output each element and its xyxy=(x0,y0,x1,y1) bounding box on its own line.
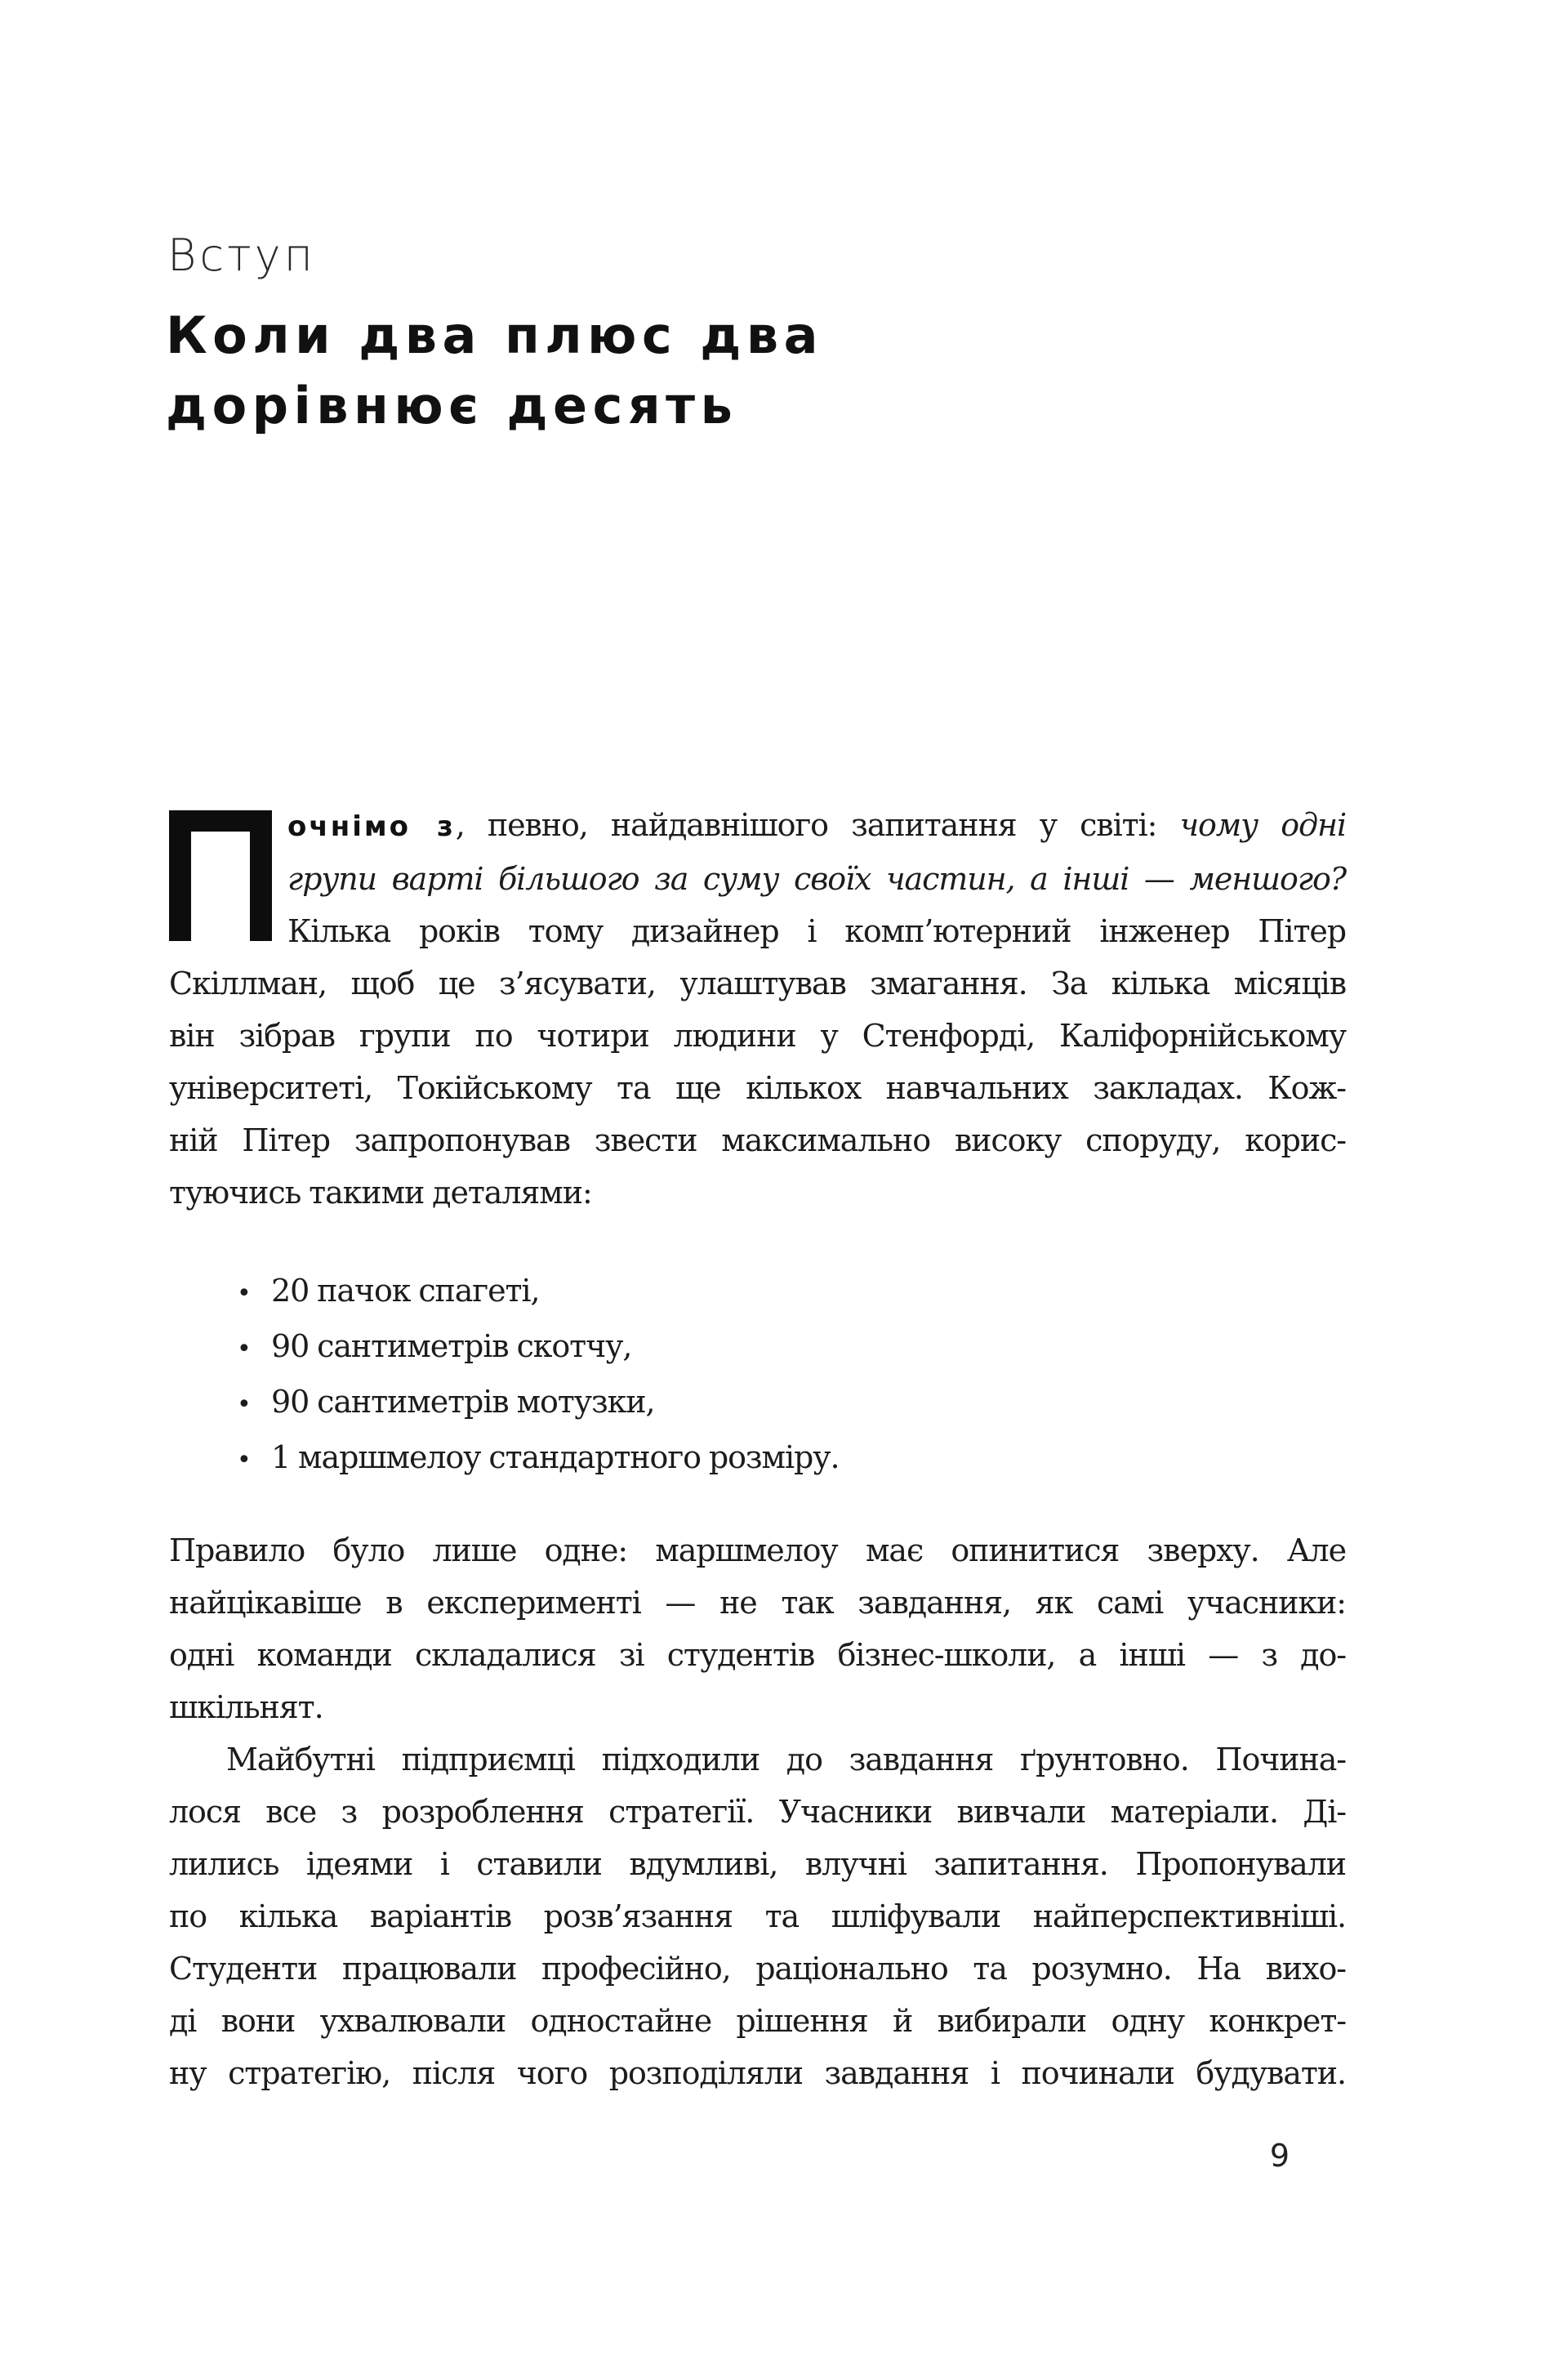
paragraph-line: Студенти працювали професійно, раціонально та розумно. На вихо- xyxy=(169,1951,1346,1987)
list-item-text: 20 пачок спагеті, xyxy=(271,1273,540,1309)
bullet-icon: • xyxy=(237,1390,251,1419)
list-item xyxy=(237,1264,1298,1320)
intro-line-7: ній Пітер запропонував звести максимально високу споруду, корис- xyxy=(169,1122,1346,1158)
paragraph-line: Майбутні підприємці підходили до завдання ґрунтовно. Почина- xyxy=(226,1742,1346,1777)
students-paragraph xyxy=(169,1733,1346,2099)
intro-line-1-italic: чому одні xyxy=(1179,807,1347,843)
bullet-icon: • xyxy=(237,1446,251,1474)
paragraph-line: ді вони ухвалювали одностайне рішення й вибирали одну конкрет- xyxy=(169,2003,1346,2039)
rule-paragraph xyxy=(169,1524,1346,1733)
chapter-title-line-2: дорівнює десять xyxy=(166,376,738,435)
list-item xyxy=(237,1320,1298,1376)
materials-list xyxy=(237,1264,1298,1487)
bullet-icon: • xyxy=(237,1335,251,1363)
intro-line-8: туючись такими деталями: xyxy=(169,1175,592,1211)
paragraph-line: лились ідеями і ставили вдумливі, влучні запитання. Пропонували xyxy=(169,1846,1346,1882)
paragraph-line: лося все з розроблення стратегії. Учасники вивчали матеріали. Ді- xyxy=(169,1794,1346,1830)
paragraph-line: найцікавіше в експерименті — не так завдання, як самі учасники: xyxy=(169,1585,1346,1621)
intro-line-3: Кілька років тому дизайнер і комп’ютерний інженер Пітер xyxy=(287,913,1346,949)
intro-line-6: університеті, Токійському та ще кількох навчальних закладах. Кож- xyxy=(169,1070,1346,1106)
list-item xyxy=(237,1431,1298,1487)
lead-in-bold: очнімо з xyxy=(287,810,456,843)
list-item-text: 1 маршмелоу стандартного розміру. xyxy=(271,1439,840,1475)
paragraph-line: шкільнят. xyxy=(169,1689,323,1725)
intro-paragraph xyxy=(169,799,1346,1219)
paragraph-line: по кілька варіантів розв’язання та шліфували найперспективніші. xyxy=(169,1898,1346,1934)
list-item-text: 90 сантиметрів мотузки, xyxy=(271,1384,655,1420)
intro-line-5: він зібрав групи по чотири людини у Стенфорді, Каліфорнійському xyxy=(169,1018,1346,1054)
intro-line-4: Скіллман, щоб це з’ясувати, улаштував змагання. За кілька місяців xyxy=(169,966,1346,1001)
chapter-title-line-1: Коли два плюс два xyxy=(166,306,823,365)
drop-cap xyxy=(169,810,272,941)
list-item xyxy=(237,1376,1298,1431)
paragraph-line: ну стратегію, після чого розподіляли завдання і починали будувати. xyxy=(169,2055,1346,2091)
chapter-title xyxy=(166,301,1227,441)
intro-line-1 xyxy=(287,799,1346,853)
drop-cap-left-stroke xyxy=(169,810,191,941)
bullet-icon: • xyxy=(237,1279,251,1308)
paragraph-line: Правило було лише одне: маршмелоу має опинитися зверху. Але xyxy=(169,1532,1346,1568)
section-label: Вступ xyxy=(167,230,316,281)
intro-line-1-text: , певно, найдавнішого запитання у світі: xyxy=(455,807,1180,843)
intro-line-2: групи варті більшого за суму своїх частин, а інші — меншого? xyxy=(287,861,1346,897)
drop-cap-right-stroke xyxy=(250,810,272,941)
paragraph-line: одні команди складалися зі студентів бізнес-школи, а інші — з до- xyxy=(169,1637,1346,1673)
page-number: 9 xyxy=(1269,2138,1290,2174)
list-item-text: 90 сантиметрів скотчу, xyxy=(271,1328,632,1364)
